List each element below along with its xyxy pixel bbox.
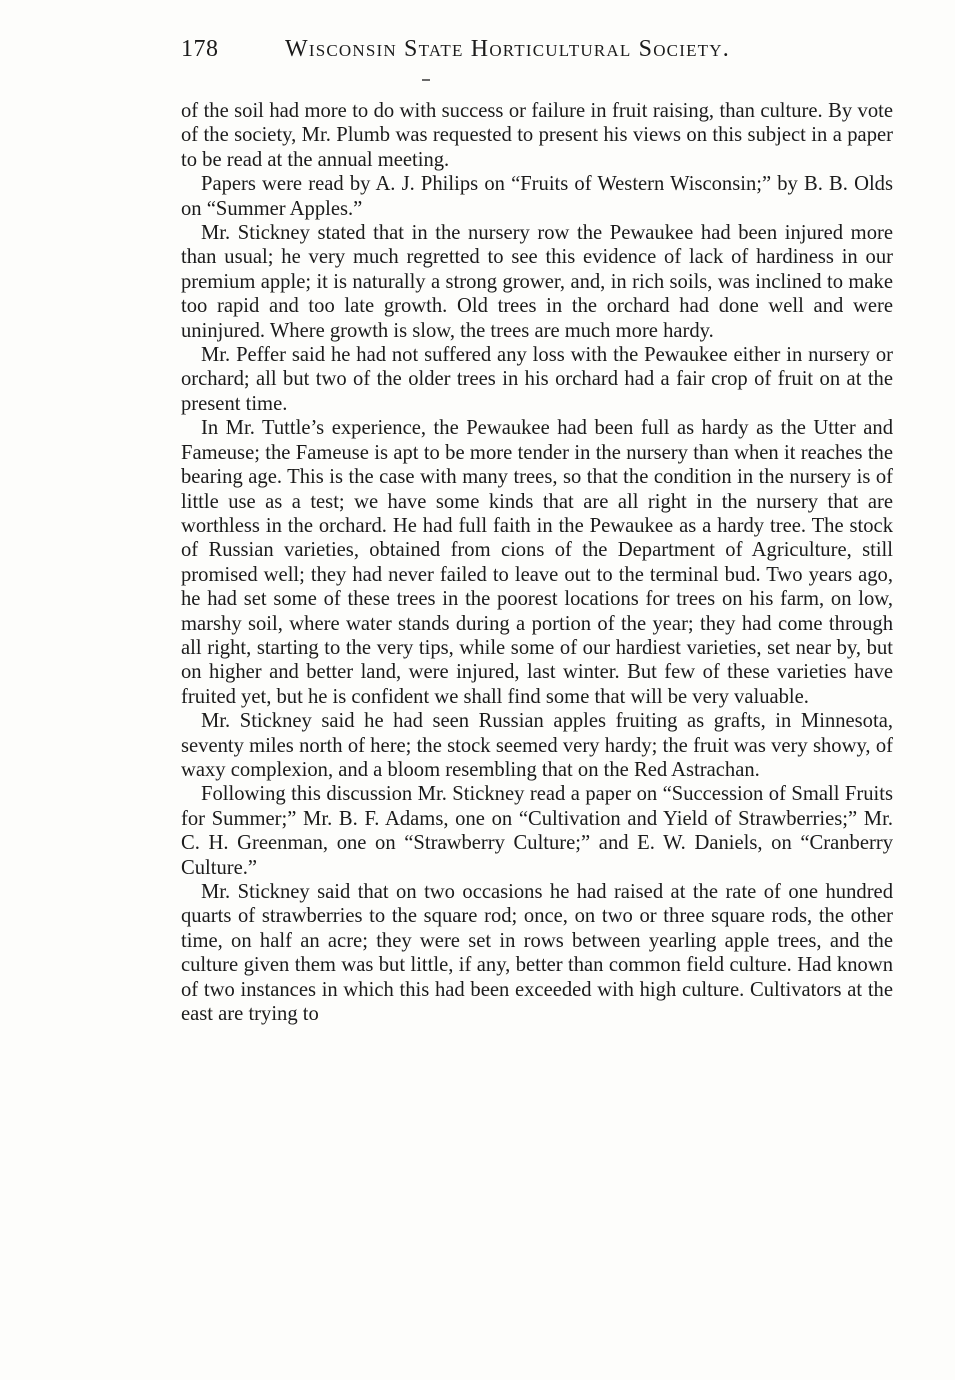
paragraph-stickney-russian: Mr. Stickney said he had seen Russian apples fruiting as grafts, in Minnesota, seventy miles north of here; the stock seemed very hardy; the fruit was very showy, of waxy complexion, and a bloom resembling that on the Red Astrachan.	[181, 710, 893, 781]
paragraph-stickney-pewaukee: Mr. Stickney stated that in the nursery row the Pewaukee had been injured more than usual; he very much regretted to see this evidence of lack of hardiness in our premium apple; it is naturally a strong grower, and, in rich soils, was inclined to make too rapid and too late growth. Old trees in the orchard had done well and were uninjured. Where growth is slow, the trees are much more hardy.	[181, 222, 893, 342]
body-text	[181, 99, 893, 1026]
running-head	[181, 36, 801, 70]
dash-mark	[422, 79, 430, 81]
paragraph-tuttle: In Mr. Tuttle’s experience, the Pewaukee had been full as hardy as the Utter and Fameuse; the Fameuse is apt to be more tender in the nursery than when it reaches the bearing age. This is the case with many trees, so that the condition in the nursery is of little use as a test; we have some kinds that are all right in the nursery that are worthless in the orchard. He had full faith in the Pewaukee as a hardy tree. The stock of Russian varieties, obtained from cions of the Department of Agriculture, still promised well; they had never failed to leave out to the terminal bud. Two years ago, he had set some of these trees in the poorest locations for trees on his farm, on low, marshy soil, where water stands during a portion of the year; they had come through all right, starting to the very tips, while some of our hardiest varieties, set near by, but on higher and better land, were injured, last winter. But few of these varieties have fruited yet, but he is confident we shall find some that will be very valuable.	[181, 417, 893, 708]
paragraph-papers-read: Papers were read by A. J. Philips on “Fruits of Western Wisconsin;” by B. B. Olds on “Summer Apples.”	[181, 173, 893, 220]
paragraph-small-fruits: Following this discussion Mr. Stickney read a paper on “Succession of Small Fruits for Summer;” Mr. B. F. Adams, one on “Cultivation and Yield of Strawberries;” Mr. C. H. Greenman, one on “Strawberry Culture;” and E. W. Daniels, on “Cranberry Culture.”	[181, 783, 893, 879]
paragraph-strawberries: Mr. Stickney said that on two occasions he had raised at the rate of one hundred quarts of strawberries to the square rod; once, on two or three square rods, the other time, on half an acre; they were set in rows between yearling apple trees, and the culture given them was but little, if any, better than common field culture. Had known of two instances in which this had been exceeded with high culture. Cultivators at the east are trying to	[181, 881, 893, 1026]
paragraph-soil-culture: of the soil had more to do with success or failure in fruit raising, than culture. By vote of the society, Mr. Plumb was requested to present his views on this subject in a paper to be read at the annual meeting.	[181, 100, 893, 171]
running-title: Wisconsin State Horticultural Society.	[285, 36, 730, 62]
page-number: 178	[181, 36, 219, 62]
paragraph-peffer: Mr. Peffer said he had not suffered any loss with the Pewaukee either in nursery or orchard; all but two of the older trees in his orchard had a fair crop of fruit on at the present time.	[181, 344, 893, 415]
